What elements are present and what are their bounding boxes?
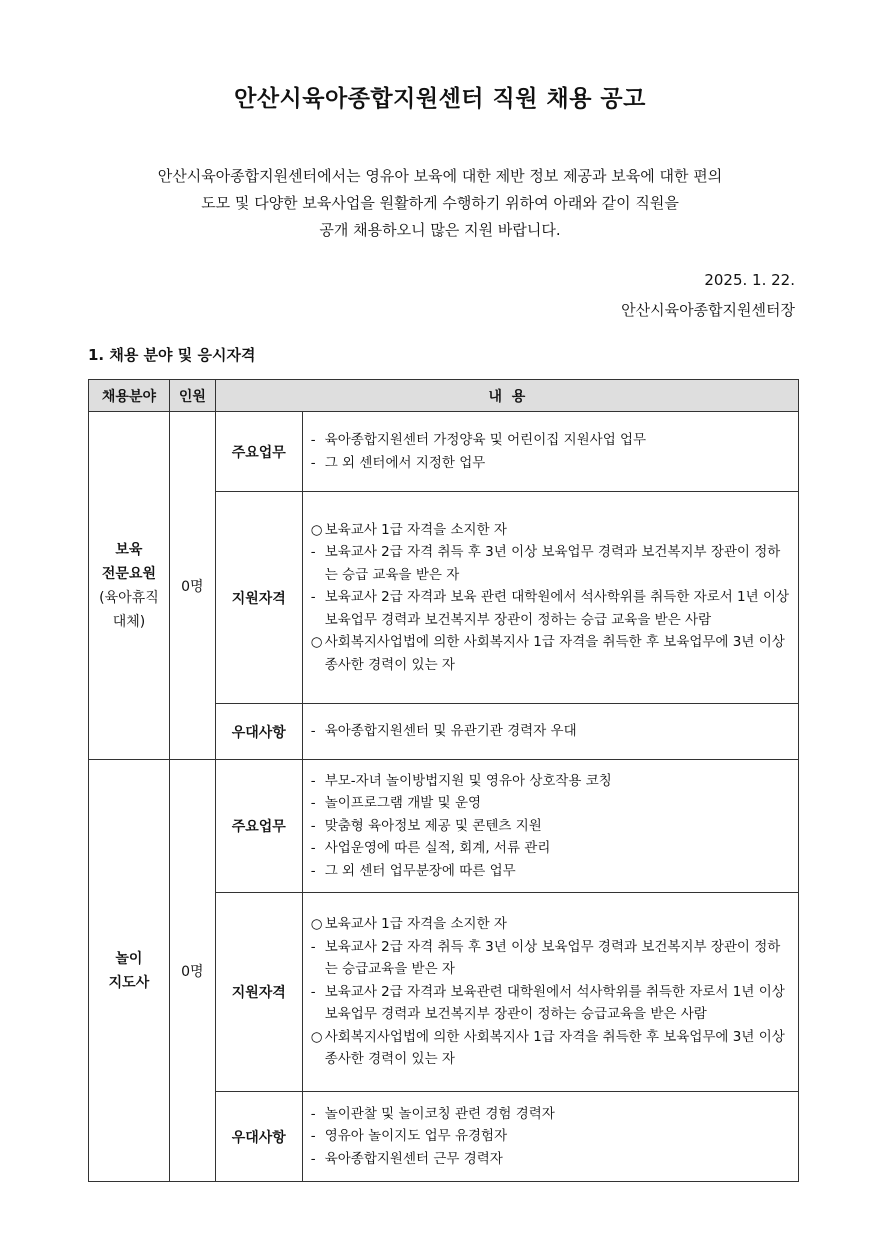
section-content (302, 704, 798, 760)
item-text: 육아종합지원센터 및 유관기관 경력자 우대 (324, 723, 577, 740)
section-label: 지원자격 (215, 893, 302, 1092)
section-label: 우대사항 (215, 704, 302, 760)
section-content (302, 492, 798, 704)
item-text: 보육교사 1급 자격을 소지한 자 (324, 916, 507, 933)
item-text: 부모-자녀 놀이방법지원 및 영유아 상호작용 코칭 (324, 772, 612, 789)
dash-bullet: - (310, 862, 316, 879)
table-row (89, 760, 799, 893)
dash-bullet: - (310, 454, 316, 471)
dash-bullet: - (310, 1150, 316, 1167)
table-body (89, 412, 799, 1182)
requirement-list (311, 519, 792, 677)
dash-bullet: - (310, 938, 316, 955)
item-text: 사회복지사업법에 의한 사회복지사 1급 자격을 취득한 후 보육업무에 3년 이상 종사한 경력이 있는 자 (324, 1028, 785, 1068)
dash-bullet: - (310, 589, 316, 606)
list-item (311, 586, 792, 631)
list-item (311, 519, 792, 542)
section-content (302, 760, 798, 893)
circle-bullet: ○ (310, 521, 323, 538)
dash-bullet: - (310, 817, 316, 834)
intro-line: 안산시육아종합지원센터에서는 영유아 보육에 대한 제반 정보 제공과 보육에 대한 편의 (157, 167, 723, 185)
signature-block (621, 265, 795, 325)
dash-bullet: - (310, 772, 316, 789)
dash-bullet: - (310, 1128, 316, 1145)
item-text: 사업운영에 따른 실적, 회계, 서류 관리 (324, 840, 551, 857)
list-item (311, 815, 792, 838)
item-text: 보육교사 2급 자격 취득 후 3년 이상 보육업무 경력과 보건복지부 장관이 정하는 승급교육을 받은 자 (324, 938, 781, 978)
list-item (311, 631, 792, 676)
position-field-cell (89, 760, 170, 1182)
dash-bullet: - (310, 723, 316, 740)
section-content (302, 412, 798, 492)
item-text: 보육교사 1급 자격을 소지한 자 (324, 521, 507, 538)
item-text: 보육교사 2급 자격과 보육 관련 대학원에서 석사학위를 취득한 자로서 1년 이상 보육업무 경력과 보건복지부 장관이 정하는 승급 교육을 받은 사람 (324, 589, 790, 628)
section-heading: 1. 채용 분야 및 응시자격 (88, 346, 256, 364)
list-item (311, 837, 792, 860)
issuer-name: 안산시육아종합지원센터장 (621, 301, 795, 319)
item-text: 육아종합지원센터 가정양육 및 어린이집 지원사업 업무 (324, 432, 647, 448)
list-item (311, 720, 792, 743)
item-text: 육아종합지원센터 근무 경력자 (324, 1150, 503, 1167)
table-row (89, 412, 799, 492)
dash-bullet: - (310, 544, 316, 561)
list-item (311, 452, 792, 475)
list-item (311, 1103, 792, 1126)
section-label: 우대사항 (215, 1092, 302, 1182)
position-count: 0명 (169, 760, 215, 1182)
item-text: 보육교사 2급 자격과 보육관련 대학원에서 석사학위를 취득한 자로서 1년 이상 보육업무 경력과 보건복지부 장관이 정하는 승급교육을 받은 사람 (324, 983, 785, 1023)
position-note: (육아휴직 (99, 589, 159, 606)
dash-bullet: - (310, 840, 316, 857)
requirement-list (311, 770, 792, 883)
circle-bullet: ○ (310, 1028, 323, 1045)
list-item (311, 1125, 792, 1148)
section-content (302, 893, 798, 1092)
list-item (311, 541, 792, 586)
intro-line: 도모 및 다양한 보육사업을 원활하게 수행하기 위하여 아래와 같이 직원을 (201, 194, 679, 212)
list-item (311, 936, 792, 981)
section-label: 주요업무 (215, 412, 302, 492)
section-label: 지원자격 (215, 492, 302, 704)
position-name: 보육 (115, 541, 143, 558)
item-text: 사회복지사업법에 의한 사회복지사 1급 자격을 취득한 후 보육업무에 3년 이상 종사한 경력이 있는 자 (324, 634, 785, 673)
list-item (311, 860, 792, 883)
section-label: 주요업무 (215, 760, 302, 893)
intro-line: 공개 채용하오니 많은 지원 바랍니다. (319, 221, 561, 239)
intro-paragraph (60, 163, 820, 244)
item-text: 놀이관찰 및 놀이코칭 관련 경험 경력자 (324, 1105, 555, 1122)
list-item (311, 429, 792, 452)
position-name: 놀이 (115, 950, 143, 967)
table-header-row (89, 380, 799, 412)
item-text: 맞춤형 육아정보 제공 및 콘텐츠 지원 (324, 817, 542, 834)
list-item (311, 981, 792, 1026)
item-text: 보육교사 2급 자격 취득 후 3년 이상 보육업무 경력과 보건복지부 장관이 정하는 승급 교육을 받은 자 (324, 544, 781, 583)
dash-bullet: - (310, 795, 316, 812)
dash-bullet: - (310, 432, 316, 448)
header-count: 인원 (169, 380, 215, 412)
position-field-cell (89, 412, 170, 760)
item-text: 놀이프로그램 개발 및 운영 (324, 795, 482, 812)
circle-bullet: ○ (310, 916, 323, 933)
header-field: 채용분야 (89, 380, 170, 412)
section-content (302, 1092, 798, 1182)
dash-bullet: - (310, 1105, 316, 1122)
item-text: 그 외 센터 업무분장에 따른 업무 (324, 862, 516, 879)
requirement-list (311, 720, 792, 743)
item-text: 영유아 놀이지도 업무 유경험자 (324, 1128, 508, 1145)
list-item (311, 1026, 792, 1071)
list-item (311, 913, 792, 936)
circle-bullet: ○ (310, 634, 323, 651)
list-item (311, 1148, 792, 1171)
position-name: 전문요원 (101, 565, 156, 582)
item-text: 그 외 센터에서 지정한 업무 (324, 454, 486, 471)
requirement-list (311, 1103, 792, 1171)
position-count: 0명 (169, 412, 215, 760)
requirement-list (311, 429, 792, 474)
position-note: 대체) (112, 613, 146, 630)
list-item (311, 770, 792, 793)
requirement-list (311, 913, 792, 1071)
announcement-date: 2025. 1. 22. (704, 271, 795, 289)
dash-bullet: - (310, 983, 316, 1000)
document-title: 안산시육아종합지원센터 직원 채용 공고 (234, 86, 646, 112)
list-item (311, 792, 792, 815)
position-name: 지도사 (108, 974, 150, 991)
header-content: 내 용 (215, 380, 798, 412)
recruitment-table (88, 379, 799, 1182)
